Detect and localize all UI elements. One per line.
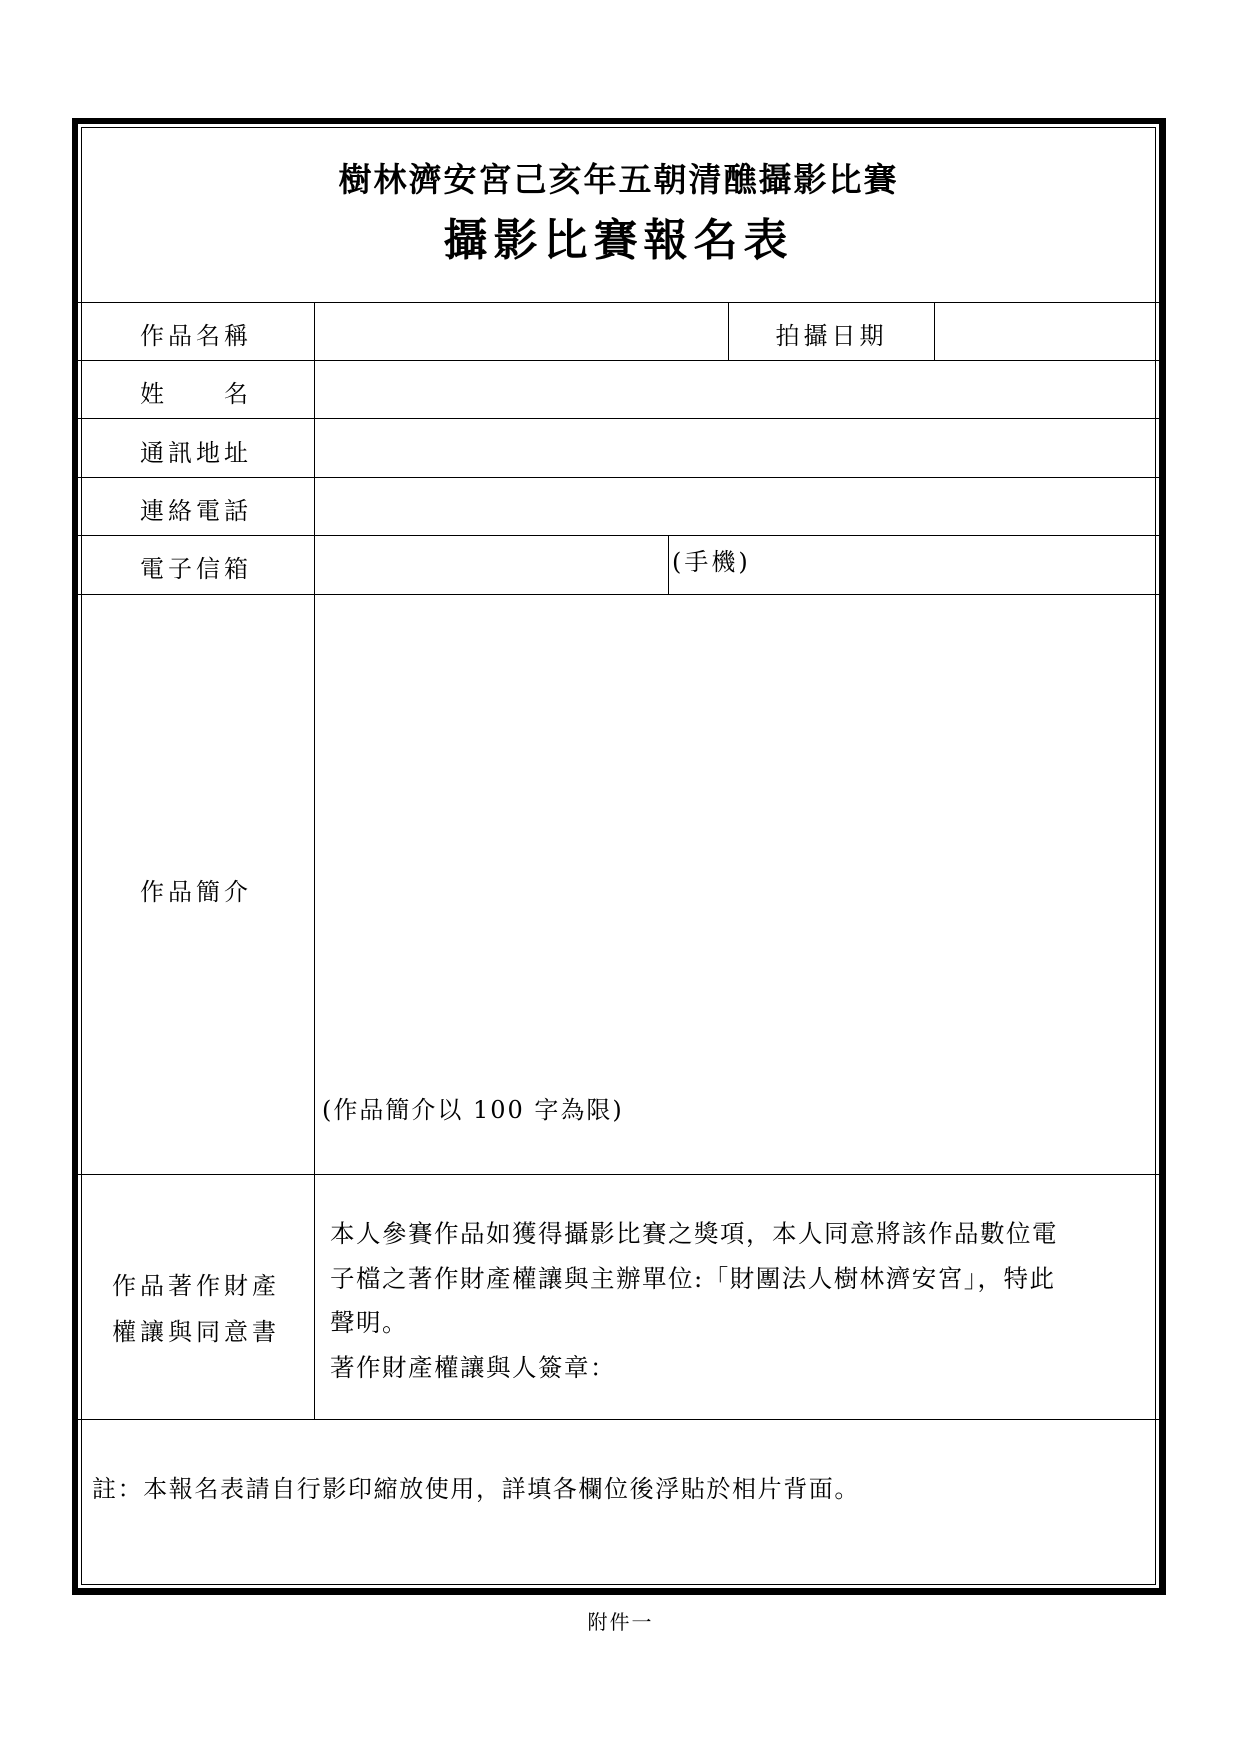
row-divider xyxy=(78,594,1159,595)
row-divider xyxy=(78,360,1159,361)
intro-label: 作品簡介 xyxy=(140,878,252,906)
copyright-statement xyxy=(330,1212,1160,1390)
form-header xyxy=(78,124,1159,304)
row-divider xyxy=(78,477,1159,478)
row-divider xyxy=(78,418,1159,419)
email-label: 電子信箱 xyxy=(140,555,252,583)
row-divider xyxy=(78,535,1159,536)
row-divider xyxy=(78,1174,1159,1175)
row-divider xyxy=(78,1419,1159,1420)
registration-form xyxy=(72,118,1166,1595)
intro-field[interactable] xyxy=(316,596,1156,1066)
name-field[interactable] xyxy=(316,362,1156,416)
phone-column-divider xyxy=(668,535,669,594)
work-title-field[interactable] xyxy=(316,304,726,358)
date-value-divider xyxy=(934,302,935,360)
address-label: 通訊地址 xyxy=(140,439,252,467)
intro-hint: (作品簡介以 100 字為限) xyxy=(322,1096,624,1124)
work-title-label: 作品名稱 xyxy=(140,322,252,350)
address-field[interactable] xyxy=(316,420,1156,475)
event-title: 樹林濟安宮己亥年五朝清醮攝影比賽 xyxy=(338,160,899,199)
attachment-label: 附件一 xyxy=(587,1610,654,1634)
signature-label: 著作財產權讓與人簽章： xyxy=(330,1352,616,1382)
phone-field[interactable] xyxy=(316,537,666,592)
label-column-divider xyxy=(314,302,315,1419)
copyright-label-line2: 權讓與同意書 xyxy=(112,1318,280,1346)
copyright-text-line: 子檔之著作財產權讓與主辦單位:「財團法人樹林濟安宮」，特此 xyxy=(330,1263,1056,1293)
copyright-text-line: 聲明。 xyxy=(330,1308,408,1337)
mobile-label: (手機) xyxy=(672,548,751,576)
shoot-date-label: 拍攝日期 xyxy=(775,322,888,350)
shoot-date-field[interactable] xyxy=(936,304,1156,358)
copyright-label-line1: 作品著作財產 xyxy=(112,1272,280,1300)
phone-label: 連絡電話 xyxy=(140,497,252,525)
name-label: 姓 名 xyxy=(140,380,252,408)
form-note: 註：本報名表請自行影印縮放使用，詳填各欄位後浮貼於相片背面。 xyxy=(92,1475,860,1503)
copyright-text-line: 本人參賽作品如獲得攝影比賽之獎項，本人同意將該作品數位電 xyxy=(330,1219,1058,1248)
row-divider xyxy=(78,302,1159,303)
form-title: 攝影比賽報名表 xyxy=(443,215,794,266)
